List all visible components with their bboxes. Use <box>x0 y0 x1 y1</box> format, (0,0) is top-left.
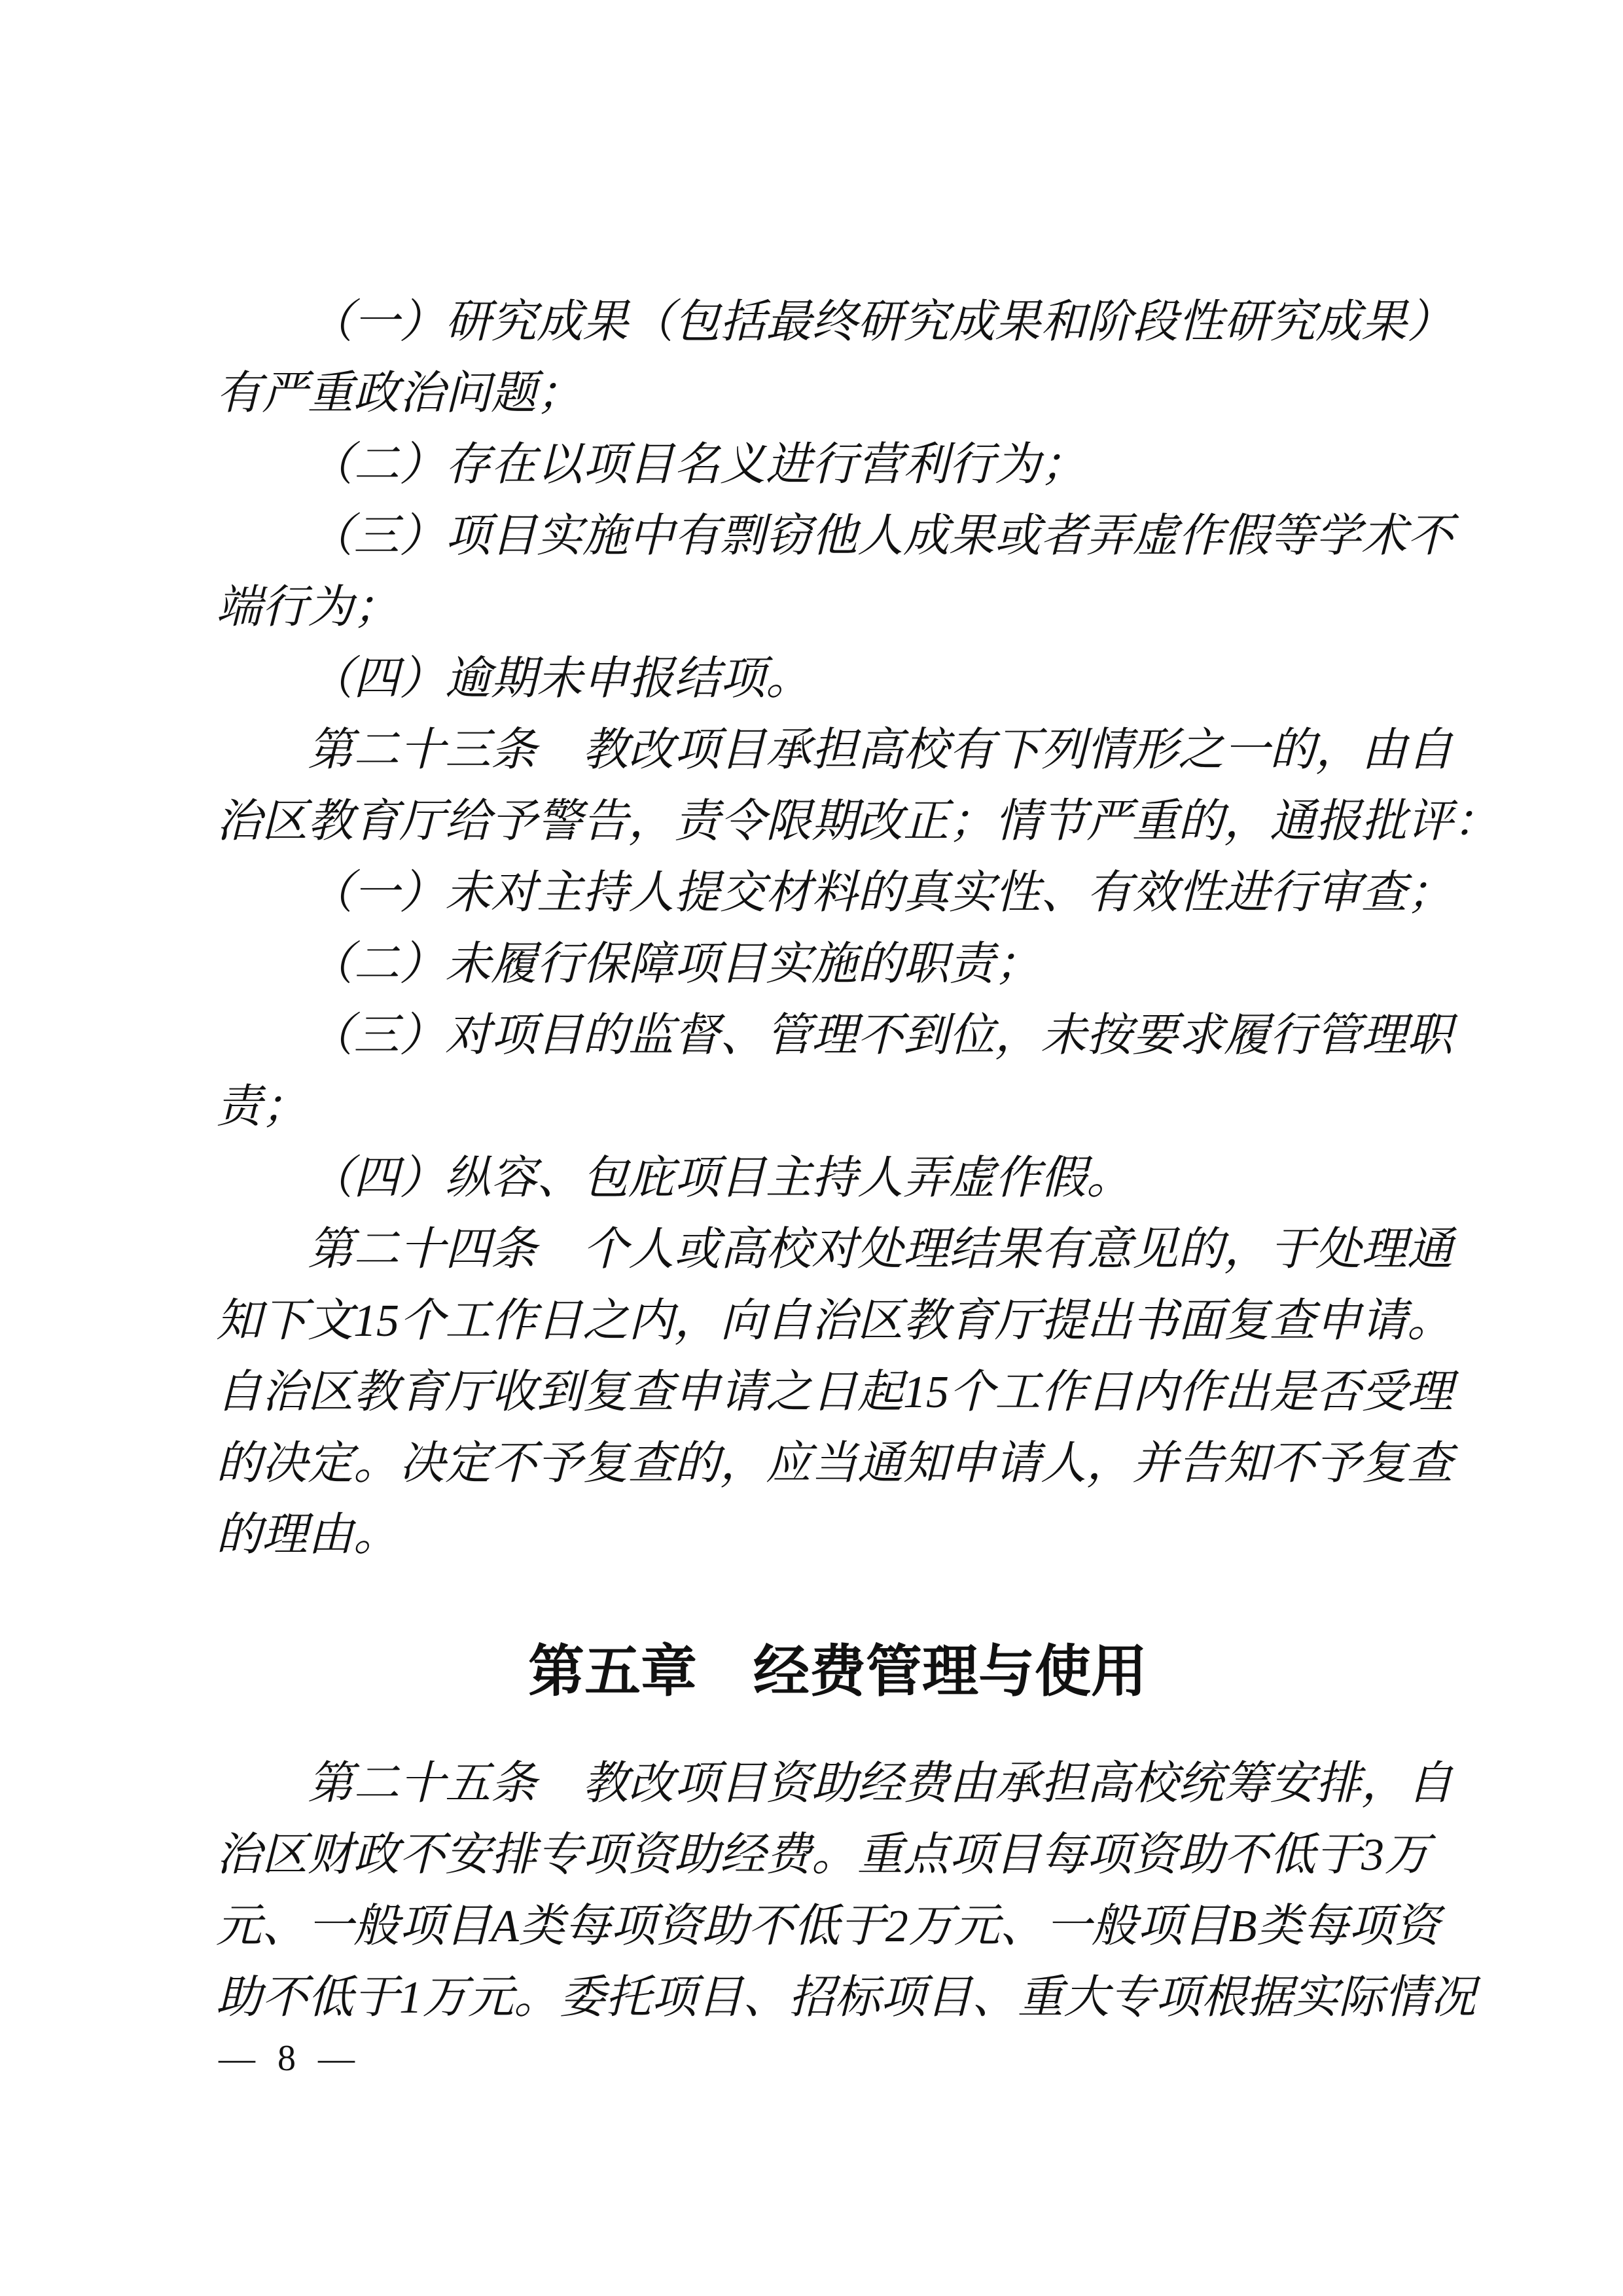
body-line: （三）项目实施中有剽窃他人成果或者弄虚作假等学术不 <box>308 511 1453 562</box>
body-line: 端行为； <box>216 583 399 633</box>
body-line: 第二十三条 教改项目承担高校有下列情形之一的，由自 <box>308 725 1453 776</box>
document-body <box>216 287 1499 2034</box>
body-line: 的决定。决定不予复查的，应当通知申请人，并告知不予复查 <box>216 1439 1453 1489</box>
body-line: （一）研究成果（包括最终研究成果和阶段性研究成果） <box>308 297 1453 348</box>
body-line: 治区教育厅给予警告，责令限期改正；情节严重的，通报批评： <box>216 797 1499 847</box>
body-line: 治区财政不安排专项资助经费。重点项目每项资助不低于3万 <box>216 1830 1430 1880</box>
body-line: 有严重政治问题； <box>216 368 582 419</box>
body-line: 知下文15个工作日之内，向自治区教育厅提出书面复查申请。 <box>216 1296 1453 1346</box>
body-line: （四）逾期未申报结项。 <box>308 654 812 704</box>
body-line: 助不低于1万元。委托项目、招标项目、重大专项根据实际情况 <box>216 1973 1476 2023</box>
page-number-footer: — 8 — <box>219 2038 361 2079</box>
body-line: （三）对项目的监督、管理不到位，未按要求履行管理职 <box>308 1011 1453 1061</box>
body-line: （一）未对主持人提交材料的真实性、有效性进行审查； <box>308 868 1453 918</box>
body-line: （二）存在以项目名义进行营利行为； <box>308 440 1086 490</box>
body-line: （二）未履行保障项目实施的职责； <box>308 939 1041 990</box>
body-line: 第二十五条 教改项目资助经费由承担高校统筹安排，自 <box>308 1759 1453 1809</box>
body-line: 自治区教育厅收到复查申请之日起15个工作日内作出是否受理 <box>216 1367 1453 1418</box>
body-line: 元、一般项目A类每项资助不低于2万元、一般项目B类每项资 <box>216 1901 1440 1952</box>
body-line: （四）纵容、包庇项目主持人弄虚作假。 <box>308 1153 1132 1204</box>
body-line: 的理由。 <box>216 1510 399 1560</box>
body-line: 责； <box>216 1082 308 1132</box>
body-line: 第二十四条 个人或高校对处理结果有意见的，于处理通 <box>308 1225 1453 1275</box>
chapter-heading: 第五章 经费管理与使用 <box>528 1640 1147 1703</box>
